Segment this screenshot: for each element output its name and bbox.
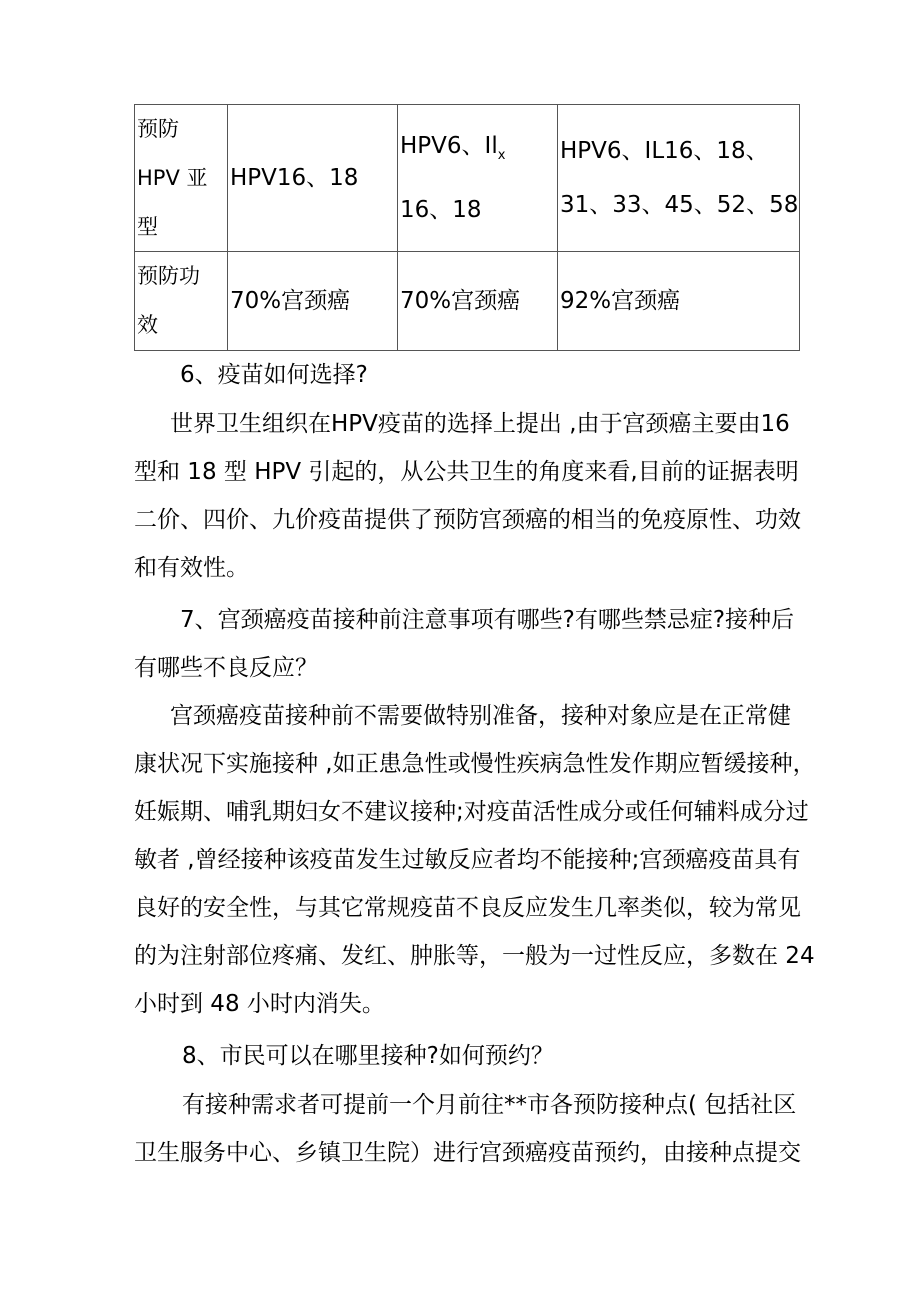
cell-nonavalent-subtypes	[558, 105, 800, 252]
section-title-cont: 有哪些不良反应？	[134, 655, 318, 681]
paragraph-line: 宫颈癌疫苗接种前不需要做特别准备，接种对象应是在正常健	[170, 703, 791, 729]
section-8-body	[134, 1081, 814, 1177]
subscript: x	[497, 148, 506, 163]
table-row-efficacy	[135, 252, 800, 351]
cell-text: 92%宫颈癌	[560, 288, 681, 314]
section-title: 7、宫颈癌疫苗接种前注意事项有哪些?有哪些禁忌症?接种后	[180, 607, 795, 633]
cell-quadrivalent-efficacy	[398, 252, 558, 351]
table-row-subtypes	[135, 105, 800, 252]
cell-nonavalent-efficacy	[558, 252, 800, 351]
cell-text: 70%宫颈癌	[230, 288, 351, 314]
paragraph-line: 二价、四价、九价疫苗提供了预防宫颈癌的相当的免疫原性、功效	[134, 507, 801, 533]
paragraph-line: 敏者 ,曾经接种该疫苗发生过敏反应者均不能接种;宫颈癌疫苗具有	[134, 847, 801, 873]
section-8	[134, 1032, 814, 1080]
section-title: 8、市民可以在哪里接种?如何预约？	[182, 1043, 554, 1069]
section-7	[134, 596, 814, 692]
header-line: 型	[137, 215, 158, 239]
header-line: 预防	[137, 117, 179, 141]
section-7-body	[134, 692, 814, 1028]
section-6	[134, 351, 814, 399]
row-header-efficacy	[135, 252, 228, 351]
paragraph-line: 有接种需求者可提前一个月前往**市各预防接种点( 包括社区	[182, 1092, 797, 1118]
paragraph-line: 和有效性。	[134, 555, 249, 581]
paragraph-line: 小时到 48 小时内消失。	[134, 991, 385, 1017]
cell-line: 31、33、45、52、58	[560, 192, 799, 218]
paragraph-line: 世界卫生组织在HPV疫苗的选择上提出 ,由于宫颈癌主要由16	[170, 411, 790, 437]
row-header-subtypes	[135, 105, 228, 252]
cell-line: 16、18	[400, 197, 482, 223]
paragraph-line: 良好的安全性，与其它常规疫苗不良反应发生几率类似，较为常见	[134, 895, 801, 921]
section-6-body	[134, 400, 814, 592]
cell-line: HPV6、Il	[400, 133, 498, 159]
section-title: 6、疫苗如何选择?	[180, 362, 368, 388]
hpv-vaccine-table	[134, 104, 800, 351]
paragraph-line: 康状况下实施接种 ,如正患急性或慢性疾病急性发作期应暂缓接种，	[134, 751, 816, 777]
cell-text	[558, 124, 799, 232]
cell-text: 70%宫颈癌	[400, 288, 521, 314]
header-line: 预防功	[137, 264, 200, 288]
cell-bivalent-efficacy	[228, 252, 398, 351]
cell-text	[398, 119, 557, 237]
cell-text: HPV16、18	[230, 165, 359, 191]
paragraph-line: 妊娠期、哺乳期妇女不建议接种;对疫苗活性成分或任何辅料成分过	[134, 799, 809, 825]
header-line: HPV 亚	[137, 166, 208, 190]
paragraph-line: 的为注射部位疼痛、发红、肿胀等，一般为一过性反应，多数在 24	[134, 943, 815, 969]
paragraph-line: 卫生服务中心、乡镇卫生院）进行宫颈癌疫苗预约，由接种点提交	[134, 1140, 801, 1166]
cell-line: HPV6、IL16、18、	[560, 138, 769, 164]
cell-quadrivalent-subtypes	[398, 105, 558, 252]
cell-bivalent-subtypes	[228, 105, 398, 252]
paragraph-line: 型和 18 型 HPV 引起的，从公共卫生的角度来看,目前的证据表明	[134, 459, 799, 485]
header-line: 效	[137, 313, 158, 337]
